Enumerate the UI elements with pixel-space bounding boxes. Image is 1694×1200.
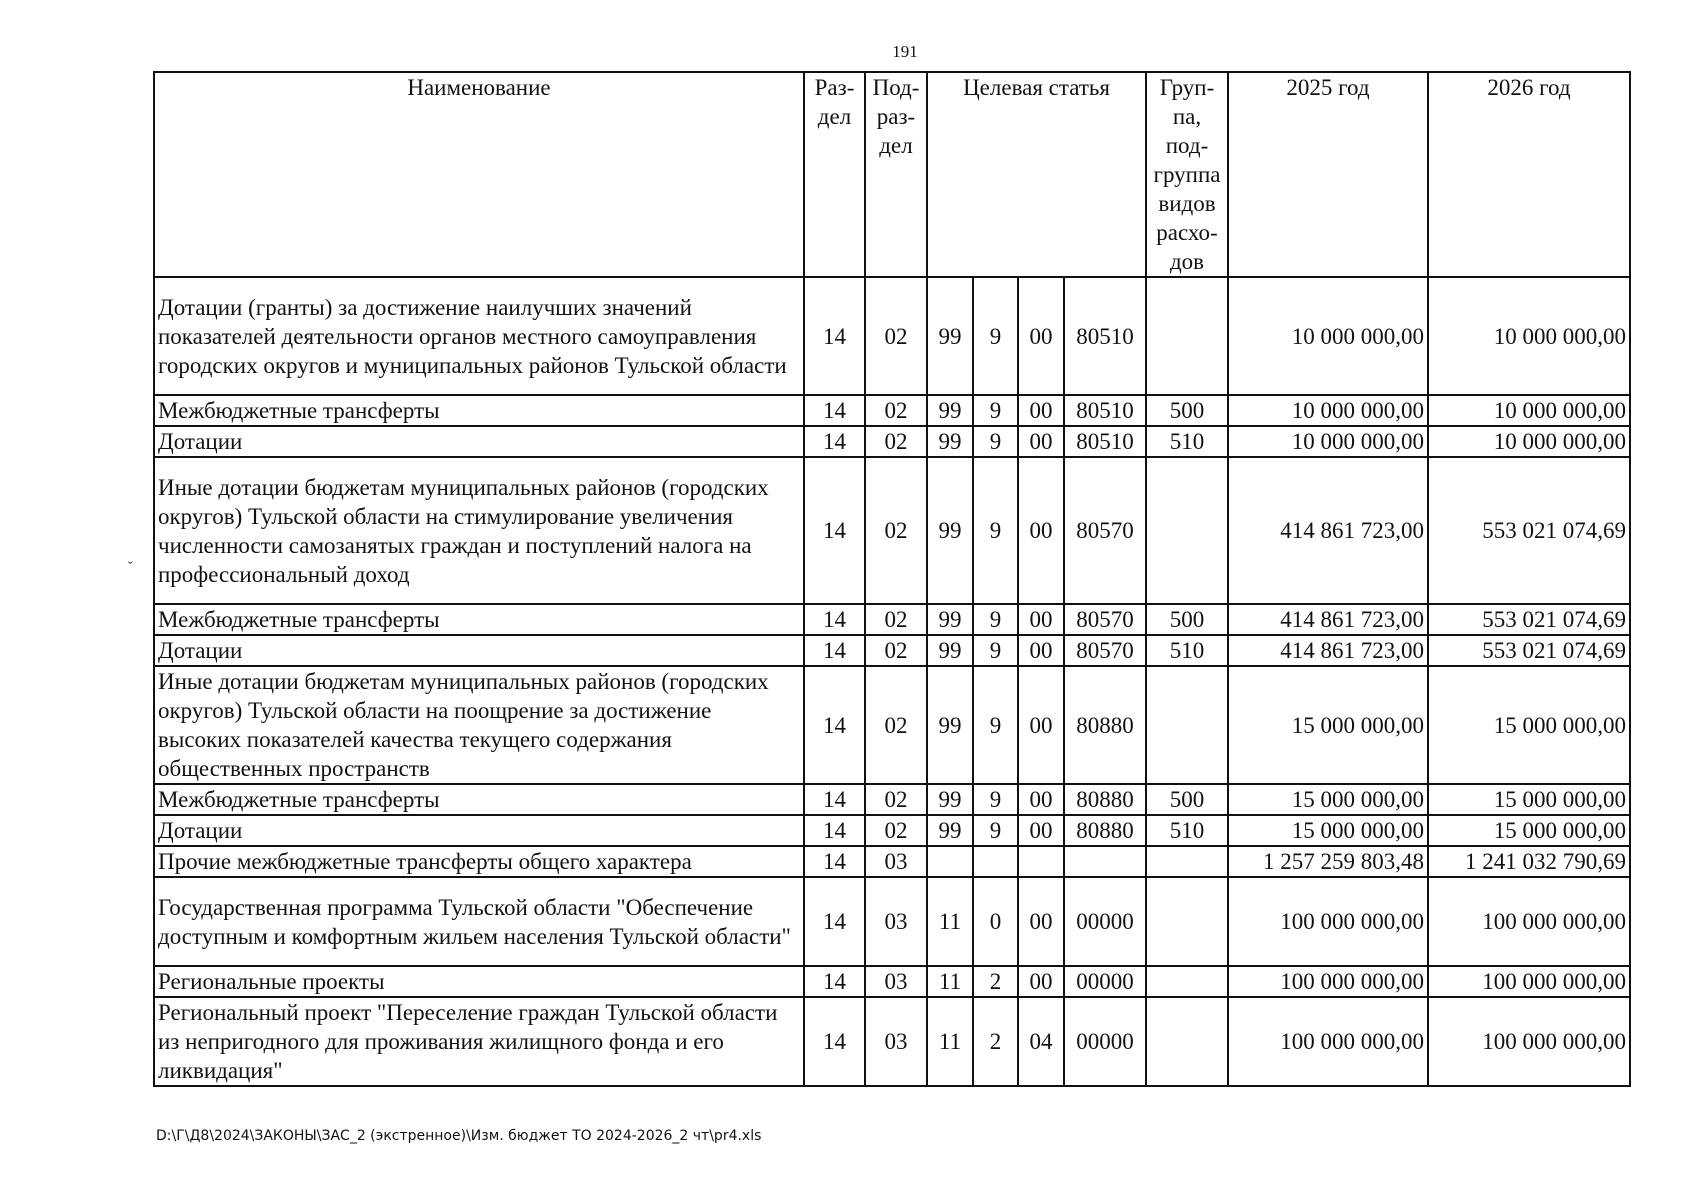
cell-y2025: 1 257 259 803,48	[1228, 846, 1428, 877]
cell-t3: 00	[1018, 815, 1064, 846]
cell-t3: 00	[1018, 966, 1064, 997]
cell-razdel: 14	[804, 395, 865, 426]
table-row	[154, 877, 1630, 966]
budget-table	[153, 71, 1631, 1087]
cell-name: Государственная программа Тульской области "Обеспечение доступным и комфортным жильем населения Тульской области"	[154, 877, 804, 966]
table-row	[154, 815, 1630, 846]
cell-y2025: 10 000 000,00	[1228, 395, 1428, 426]
header-name: Наименование	[154, 72, 804, 277]
cell-t2	[973, 846, 1018, 877]
cell-t3: 00	[1018, 426, 1064, 457]
cell-y2026: 553 021 074,69	[1428, 635, 1630, 666]
cell-t2: 9	[973, 635, 1018, 666]
cell-t1: 99	[927, 457, 973, 604]
cell-t4: 80510	[1064, 277, 1146, 395]
cell-t4	[1064, 846, 1146, 877]
cell-razdel: 14	[804, 966, 865, 997]
cell-t4: 80570	[1064, 604, 1146, 635]
cell-t2: 9	[973, 815, 1018, 846]
cell-razdel: 14	[804, 635, 865, 666]
cell-name: Прочие межбюджетные трансферты общего характера	[154, 846, 804, 877]
cell-t1	[927, 846, 973, 877]
cell-group	[1146, 666, 1228, 784]
cell-name: Межбюджетные трансферты	[154, 604, 804, 635]
header-group: Груп- па, под- группа видов расхо- дов	[1146, 72, 1228, 277]
cell-group	[1146, 997, 1228, 1086]
cell-name: Дотации	[154, 635, 804, 666]
cell-group: 500	[1146, 604, 1228, 635]
cell-t1: 99	[927, 604, 973, 635]
cell-y2025: 10 000 000,00	[1228, 277, 1428, 395]
cell-y2026: 553 021 074,69	[1428, 604, 1630, 635]
cell-y2026: 1 241 032 790,69	[1428, 846, 1630, 877]
cell-name: Иные дотации бюджетам муниципальных районов (городских округов) Тульской области на стимулирование увеличения численности самозанятых граждан и поступлений налога на профессиональный доход	[154, 457, 804, 604]
cell-t2: 9	[973, 604, 1018, 635]
cell-y2025: 100 000 000,00	[1228, 877, 1428, 966]
cell-t3: 00	[1018, 395, 1064, 426]
cell-podrazdel: 02	[865, 277, 927, 395]
cell-t2: 9	[973, 426, 1018, 457]
cell-t1: 99	[927, 815, 973, 846]
cell-y2026: 10 000 000,00	[1428, 277, 1630, 395]
table-row	[154, 426, 1630, 457]
cell-podrazdel: 03	[865, 997, 927, 1086]
cell-podrazdel: 02	[865, 815, 927, 846]
table-row	[154, 635, 1630, 666]
cell-y2026: 100 000 000,00	[1428, 997, 1630, 1086]
table-row	[154, 784, 1630, 815]
cell-y2025: 414 861 723,00	[1228, 457, 1428, 604]
table-header-row	[154, 72, 1630, 277]
cell-t3: 00	[1018, 277, 1064, 395]
cell-y2026: 100 000 000,00	[1428, 877, 1630, 966]
cell-t3: 00	[1018, 457, 1064, 604]
cell-podrazdel: 02	[865, 784, 927, 815]
cell-t3: 04	[1018, 997, 1064, 1086]
cell-razdel: 14	[804, 604, 865, 635]
cell-t1: 99	[927, 635, 973, 666]
cell-y2025: 15 000 000,00	[1228, 666, 1428, 784]
cell-t1: 99	[927, 666, 973, 784]
cell-podrazdel: 02	[865, 635, 927, 666]
cell-y2025: 15 000 000,00	[1228, 784, 1428, 815]
cell-t2: 9	[973, 784, 1018, 815]
cell-t4: 00000	[1064, 997, 1146, 1086]
cell-t1: 99	[927, 277, 973, 395]
cell-name: Дотации	[154, 815, 804, 846]
footer-file-path: D:\Г\Д8\2024\ЗАКОНЫ\ЗАС_2 (экстренное)\Изм. бюджет ТО 2024-2026_2 чт\pr4.xls	[156, 1128, 762, 1144]
cell-name: Дотации (гранты) за достижение наилучших значений показателей деятельности органов местного самоуправления городских округов и муниципальных районов Тульской области	[154, 277, 804, 395]
table-row	[154, 666, 1630, 784]
table-row	[154, 846, 1630, 877]
cell-group: 510	[1146, 635, 1228, 666]
cell-y2026: 15 000 000,00	[1428, 815, 1630, 846]
cell-t2: 9	[973, 666, 1018, 784]
table-row	[154, 457, 1630, 604]
cell-podrazdel: 03	[865, 877, 927, 966]
header-2025: 2025 год	[1228, 72, 1428, 277]
cell-y2026: 553 021 074,69	[1428, 457, 1630, 604]
cell-razdel: 14	[804, 457, 865, 604]
cell-t3: 00	[1018, 604, 1064, 635]
cell-razdel: 14	[804, 277, 865, 395]
cell-razdel: 14	[804, 877, 865, 966]
cell-razdel: 14	[804, 997, 865, 1086]
cell-razdel: 14	[804, 846, 865, 877]
header-podrazdel: Под- раз- дел	[865, 72, 927, 277]
cell-t3: 00	[1018, 635, 1064, 666]
cell-t2: 9	[973, 457, 1018, 604]
cell-y2025: 10 000 000,00	[1228, 426, 1428, 457]
cell-y2026: 10 000 000,00	[1428, 395, 1630, 426]
cell-t1: 11	[927, 997, 973, 1086]
cell-group: 500	[1146, 784, 1228, 815]
cell-t1: 11	[927, 877, 973, 966]
cell-t3: 00	[1018, 666, 1064, 784]
table-row	[154, 277, 1630, 395]
cell-group	[1146, 966, 1228, 997]
cell-group	[1146, 877, 1228, 966]
cell-group: 500	[1146, 395, 1228, 426]
cell-group	[1146, 846, 1228, 877]
cell-t4: 80510	[1064, 395, 1146, 426]
cell-group: 510	[1146, 815, 1228, 846]
table-row	[154, 997, 1630, 1086]
cell-t4: 80880	[1064, 784, 1146, 815]
cell-t4: 80570	[1064, 457, 1146, 604]
cell-podrazdel: 03	[865, 846, 927, 877]
cell-y2026: 100 000 000,00	[1428, 966, 1630, 997]
cell-y2025: 15 000 000,00	[1228, 815, 1428, 846]
header-2026: 2026 год	[1428, 72, 1630, 277]
cell-podrazdel: 03	[865, 966, 927, 997]
cell-name: Межбюджетные трансферты	[154, 395, 804, 426]
cell-t2: 9	[973, 395, 1018, 426]
cell-t4: 80570	[1064, 635, 1146, 666]
cell-t1: 99	[927, 395, 973, 426]
cell-t1: 99	[927, 426, 973, 457]
cell-y2026: 15 000 000,00	[1428, 784, 1630, 815]
table-row	[154, 604, 1630, 635]
cell-razdel: 14	[804, 784, 865, 815]
cell-name: Региональный проект "Переселение граждан Тульской области из непригодного для проживания жилищного фонда и его ликвидация"	[154, 997, 804, 1086]
cell-podrazdel: 02	[865, 604, 927, 635]
cell-y2026: 10 000 000,00	[1428, 426, 1630, 457]
cell-t1: 99	[927, 784, 973, 815]
cell-group	[1146, 457, 1228, 604]
cell-t4: 80510	[1064, 426, 1146, 457]
cell-razdel: 14	[804, 666, 865, 784]
cell-y2026: 15 000 000,00	[1428, 666, 1630, 784]
cell-name: Иные дотации бюджетам муниципальных районов (городских округов) Тульской области на поощрение за достижение высоких показателей качества текущего содержания общественных пространств	[154, 666, 804, 784]
cell-t4: 00000	[1064, 877, 1146, 966]
cell-t3	[1018, 846, 1064, 877]
cell-name: Региональные проекты	[154, 966, 804, 997]
cell-t2: 2	[973, 966, 1018, 997]
margin-mark: ˇ	[128, 560, 133, 575]
cell-t3: 00	[1018, 784, 1064, 815]
cell-t3: 00	[1018, 877, 1064, 966]
cell-t1: 11	[927, 966, 973, 997]
cell-t4: 80880	[1064, 815, 1146, 846]
cell-razdel: 14	[804, 815, 865, 846]
table-row	[154, 395, 1630, 426]
cell-podrazdel: 02	[865, 457, 927, 604]
cell-y2025: 414 861 723,00	[1228, 604, 1428, 635]
cell-group: 510	[1146, 426, 1228, 457]
cell-y2025: 414 861 723,00	[1228, 635, 1428, 666]
cell-razdel: 14	[804, 426, 865, 457]
cell-t2: 2	[973, 997, 1018, 1086]
header-target: Целевая статья	[927, 72, 1146, 277]
cell-y2025: 100 000 000,00	[1228, 966, 1428, 997]
cell-name: Дотации	[154, 426, 804, 457]
table-row	[154, 966, 1630, 997]
cell-y2025: 100 000 000,00	[1228, 997, 1428, 1086]
cell-name: Межбюджетные трансферты	[154, 784, 804, 815]
cell-podrazdel: 02	[865, 426, 927, 457]
cell-t4: 00000	[1064, 966, 1146, 997]
cell-group	[1146, 277, 1228, 395]
page-number: 191	[892, 42, 918, 61]
cell-t2: 9	[973, 277, 1018, 395]
cell-t2: 0	[973, 877, 1018, 966]
header-razdel: Раз- дел	[804, 72, 865, 277]
cell-t4: 80880	[1064, 666, 1146, 784]
cell-podrazdel: 02	[865, 666, 927, 784]
cell-podrazdel: 02	[865, 395, 927, 426]
